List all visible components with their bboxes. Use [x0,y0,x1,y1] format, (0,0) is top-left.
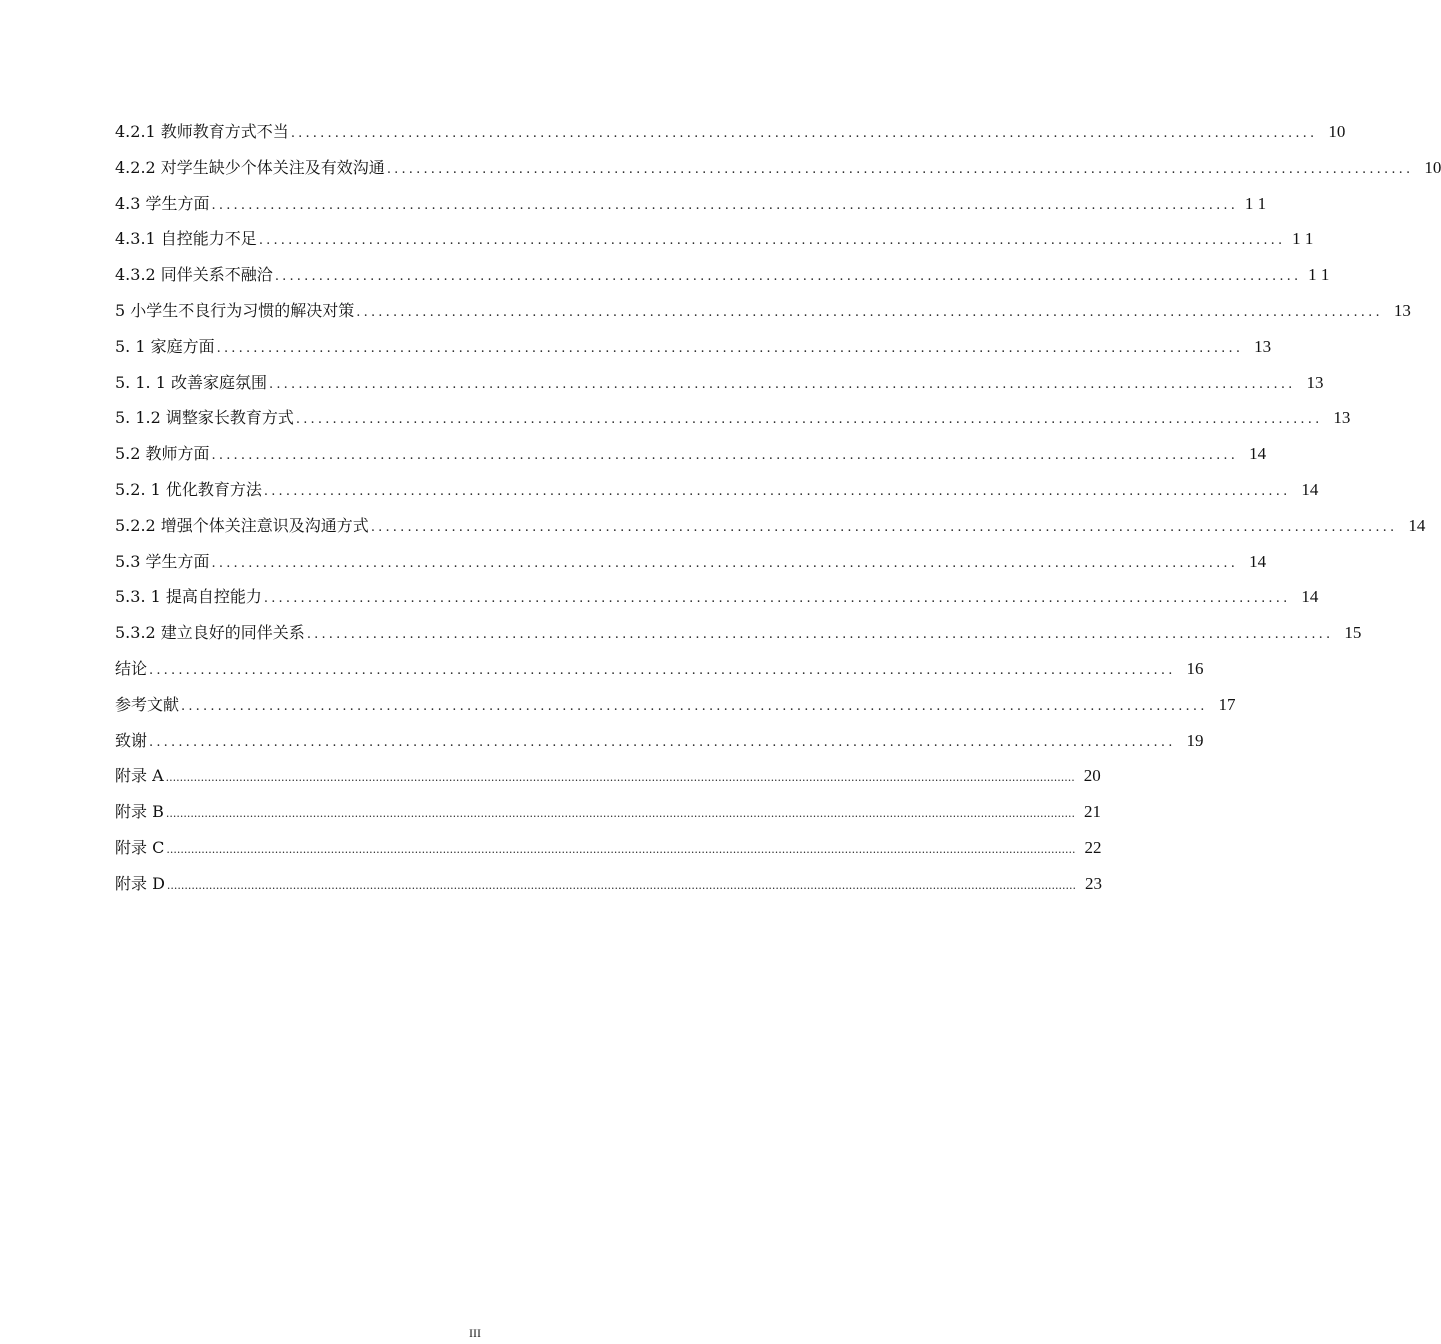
toc-dot-leader: ............................................................................................................................................ [181,698,1208,714]
toc-entry-title: 5.2. 1 优化教育方法 [115,479,262,499]
toc-dot-leader: ............................................................................................................................................ [211,448,1239,464]
toc-dot-leader: ............................................................................................................................................ [263,591,1291,607]
toc-dot-leader: ............................................................................................................................................ [356,304,1383,320]
toc-entry[interactable] [115,579,1319,615]
toc-entry-page: 14 [1301,587,1319,607]
toc-dot-leader: ............................................................................................................................................ [263,483,1291,499]
toc-dot-leader: ............................................................................................................................................ [211,555,1239,571]
toc-entry-title: 5. 1.2 调整家长教育方式 [115,408,294,428]
toc-entry-title: 4.3.2 同伴关系不融洽 [115,265,273,285]
toc-entry-page: 1 1 [1292,229,1314,249]
toc-entry-page: 1 1 [1308,265,1330,285]
toc-entry[interactable] [115,221,1314,257]
toc-entry[interactable] [115,472,1319,508]
toc-dot-leader: ............................................................................................................................................ [295,412,1323,428]
toc-entry[interactable] [115,830,1102,866]
toc-entry[interactable] [115,114,1346,150]
toc-entry-title: 4.2.2 对学生缺少个体关注及有效沟通 [115,157,385,177]
toc-entry-title: 参考文献 [115,694,180,714]
toc-entry-title: 附录 D [115,873,165,893]
toc-entry-page: 15 [1344,623,1362,643]
toc-dot-leader: ............................................................................................................................................ [370,519,1398,535]
toc-entry[interactable] [115,544,1267,580]
toc-entry[interactable] [115,615,1362,651]
toc-entry[interactable] [115,400,1351,436]
toc-dot-leader: ............................................................................................................................................ [149,734,1176,750]
toc-entry-page: 13 [1254,336,1272,356]
page-number: III [469,1326,481,1340]
toc-entry-page: 13 [1393,300,1411,320]
toc-entry-title: 5.2.2 增强个体关注意识及沟通方式 [115,515,369,535]
toc-entry[interactable] [115,436,1267,472]
table-of-contents [115,114,1441,902]
toc-dot-leader: .................................................................................................................................................................................................................................................................... [165,807,1075,821]
toc-entry[interactable] [115,723,1204,759]
toc-entry[interactable] [115,651,1204,687]
toc-dot-leader: ............................................................................................................................................ [258,233,1286,249]
toc-entry-page: 22 [1084,837,1102,857]
toc-entry-title: 5.3.2 建立良好的同伴关系 [115,623,305,643]
toc-entry[interactable] [115,758,1101,794]
toc-dot-leader: .................................................................................................................................................................................................................................................................... [166,842,1076,856]
toc-dot-leader: ............................................................................................................................................ [274,269,1302,285]
toc-dot-leader: ............................................................................................................................................ [306,627,1334,643]
toc-entry-page: 20 [1083,766,1101,786]
toc-entry-page: 17 [1218,694,1236,714]
toc-entry-title: 5.3. 1 提高自控能力 [115,587,262,607]
toc-entry[interactable] [115,508,1426,544]
toc-entry-title: 致谢 [115,730,148,750]
toc-dot-leader: ............................................................................................................................................ [149,662,1176,678]
toc-entry[interactable] [115,687,1236,723]
toc-entry-page: 10 [1328,122,1346,141]
toc-entry-title: 5.2 教师方面 [115,444,210,464]
toc-entry-title: 4.2.1 教师教育方式不当 [115,122,289,141]
toc-entry-page: 14 [1249,444,1267,464]
toc-dot-leader: .................................................................................................................................................................................................................................................................... [166,878,1077,892]
toc-entry-page: 21 [1083,802,1101,822]
toc-entry[interactable] [115,866,1103,902]
toc-entry-page: 13 [1333,408,1351,428]
toc-entry-page: 16 [1186,658,1204,678]
toc-entry[interactable] [115,293,1411,329]
toc-dot-leader: ............................................................................................................................................ [268,376,1296,392]
toc-entry-title: 4.3.1 自控能力不足 [115,229,257,249]
toc-entry-title: 5 小学生不良行为习惯的解决对策 [115,300,355,320]
toc-entry-title: 4.3 学生方面 [115,193,210,213]
toc-dot-leader: ............................................................................................................................................ [386,161,1414,177]
toc-dot-leader: .................................................................................................................................................................................................................................................................... [165,771,1075,785]
toc-dot-leader: ............................................................................................................................................ [290,126,1318,141]
toc-dot-leader: ............................................................................................................................................ [211,197,1239,213]
toc-entry-page: 19 [1186,730,1204,750]
toc-entry-title: 5. 1 家庭方面 [115,336,215,356]
toc-entry-page: 14 [1249,551,1267,571]
toc-entry-page: 23 [1085,873,1103,893]
toc-entry-title: 5. 1. 1 改善家庭氛围 [115,372,267,392]
toc-entry[interactable] [115,150,1441,186]
toc-entry-page: 14 [1408,515,1426,535]
toc-entry[interactable] [115,186,1267,222]
toc-entry-page: 10 [1424,157,1441,177]
toc-entry-page: 14 [1301,479,1319,499]
toc-entry-title: 附录 A [115,766,164,786]
toc-entry[interactable] [115,365,1324,401]
toc-entry-title: 附录 B [115,802,164,822]
toc-entry[interactable] [115,257,1330,293]
toc-dot-leader: ............................................................................................................................................ [216,340,1244,356]
toc-entry-title: 5.3 学生方面 [115,551,210,571]
toc-entry-page: 13 [1306,372,1324,392]
toc-entry-page: 1 1 [1244,193,1267,213]
toc-entry-title: 附录 C [115,837,165,857]
toc-entry[interactable] [115,329,1272,365]
toc-entry-title: 结论 [115,658,148,678]
toc-entry[interactable] [115,794,1101,830]
